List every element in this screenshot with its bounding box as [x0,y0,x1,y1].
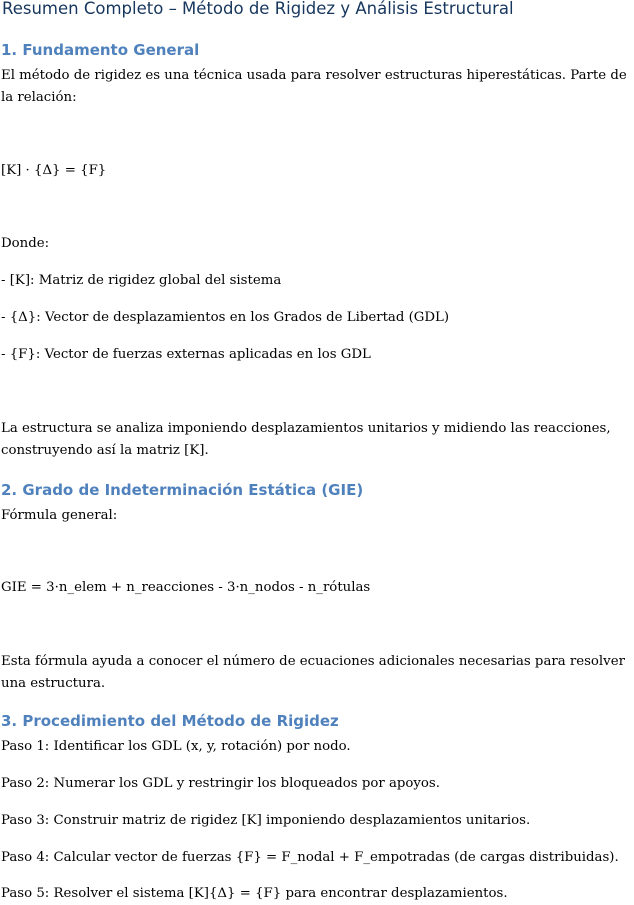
procedure-step-4: Paso 4: Calcular vector de fuerzas {F} = F_nodal + F_empotradas (de cargas distribuidas). [1,850,619,865]
section-1-heading: 1. Fundamento General [1,41,200,59]
definition-item-f: - {F}: Vector de fuerzas externas aplicadas en los GDL [1,347,371,362]
donde-label: Donde: [1,236,50,251]
definition-item-delta: - {Δ}: Vector de desplazamientos en los Grados de Libertad (GDL) [1,310,450,325]
gie-formula: GIE = 3·n_elem + n_reacciones - 3·n_nodos - n_rótulas [1,580,371,595]
definition-item-k: - [K]: Matriz de rigidez global del sistema [1,273,282,288]
section-2-heading: 2. Grado de Indeterminación Estática (GIE) [1,481,364,499]
procedure-step-1: Paso 1: Identificar los GDL (x, y, rotación) por nodo. [1,739,351,754]
section-1-closing: La estructura se analiza imponiendo desplazamientos unitarios y midiendo las reacciones, construyendo así la matriz [K]. [1,421,611,458]
section-2-intro: Fórmula general: [1,508,118,523]
section-1-intro: El método de rigidez es una técnica usada para resolver estructuras hiperestáticas. Parte de la relación: [1,68,627,105]
procedure-step-5: Paso 5: Resolver el sistema [K]{Δ} = {F} para encontrar desplazamientos. [1,886,508,901]
document-title: Resumen Completo – Método de Rigidez y Análisis Estructural [2,0,514,18]
section-3-heading: 3. Procedimiento del Método de Rigidez [1,712,339,730]
stiffness-equation: [K] · {Δ} = {F} [1,163,107,178]
procedure-step-3: Paso 3: Construir matriz de rigidez [K] imponiendo desplazamientos unitarios. [1,813,531,828]
section-2-closing: Esta fórmula ayuda a conocer el número de ecuaciones adicionales necesarias para resolver una estructura. [1,654,625,691]
procedure-step-2: Paso 2: Numerar los GDL y restringir los bloqueados por apoyos. [1,776,440,791]
